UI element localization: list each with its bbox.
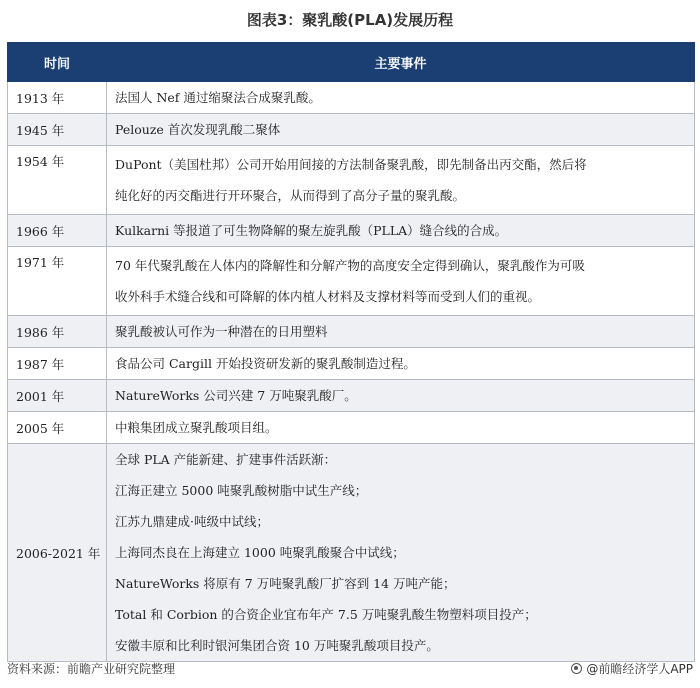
credit (571, 660, 693, 677)
row-year: 1913 年 (8, 82, 107, 114)
row-year: 1954 年 (8, 146, 107, 215)
credit-text: @前瞻经济学人APP (586, 662, 693, 676)
row-year: 2005 年 (8, 412, 107, 444)
row-year: 1971 年 (8, 247, 107, 316)
row-event: 法国人 Nef 通过缩聚法合成聚乳酸。 (107, 82, 695, 114)
header-time: 时间 (8, 43, 107, 82)
table-row (8, 247, 695, 316)
app-logo-icon (571, 663, 582, 674)
row-event: 聚乳酸被认可作为一种潜在的日用塑料 (107, 316, 695, 348)
row-year: 1966 年 (8, 215, 107, 247)
table-row (8, 114, 695, 146)
row-event: 70 年代聚乳酸在人体内的降解性和分解产物的高度安全定得到确认，聚乳酸作为可吸 收外科手术缝合线和可降解的体内植人材料及支撑材料等而受到人们的重视。 (107, 247, 695, 316)
row-year: 1987 年 (8, 348, 107, 380)
footer (7, 658, 693, 682)
table-row (8, 82, 695, 114)
row-event: 全球 PLA 产能新建、扩建事件活跃渐： 江海正建立 5000 吨聚乳酸树脂中试生产线； 江苏九鼎建成·吨级中试线； 上海同杰良在上海建立 1000 吨聚乳酸聚合中试线； NatureWorks 将原有 7 万吨聚乳酸厂扩容到 14 万吨产能； Total 和 Corbion 的合资企业宜布年产 7.5 万吨聚乳酸生物塑料项目投产； 安徽丰原和比利时银河集团合资 10 万吨聚乳酸项目投产。 (107, 444, 695, 662)
row-event: Kulkarni 等报道了可生物降解的聚左旋乳酸（PLLA）缝合线的合成。 (107, 215, 695, 247)
row-year: 2006-2021 年 (8, 444, 107, 662)
table-row (8, 444, 695, 662)
timeline-table (7, 42, 695, 662)
table-row (8, 412, 695, 444)
row-event: Pelouze 首次发现乳酸二聚体 (107, 114, 695, 146)
row-event: DuPont（美国杜邦）公司开始用间接的方法制备聚乳酸，即先制备出丙交酯，然后将 纯化好的丙交酯进行开环聚合，从而得到了高分子量的聚乳酸。 (107, 146, 695, 215)
row-event: NatureWorks 公司兴建 7 万吨聚乳酸厂。 (107, 380, 695, 412)
table-row (8, 348, 695, 380)
table-row (8, 215, 695, 247)
row-event: 中粮集团成立聚乳酸项目组。 (107, 412, 695, 444)
table-header-row (8, 43, 695, 82)
row-year: 1945 年 (8, 114, 107, 146)
header-event: 主要事件 (107, 43, 695, 82)
source-note: 资料来源：前瞻产业研究院整理 (7, 662, 176, 676)
row-year: 2001 年 (8, 380, 107, 412)
table-row (8, 146, 695, 215)
chart-title: 图表3：聚乳酸(PLA)发展历程 (246, 11, 454, 29)
table-row (8, 380, 695, 412)
table-row (8, 316, 695, 348)
row-event: 食品公司 Cargill 开始投资研发新的聚乳酸制造过程。 (107, 348, 695, 380)
row-year: 1986 年 (8, 316, 107, 348)
